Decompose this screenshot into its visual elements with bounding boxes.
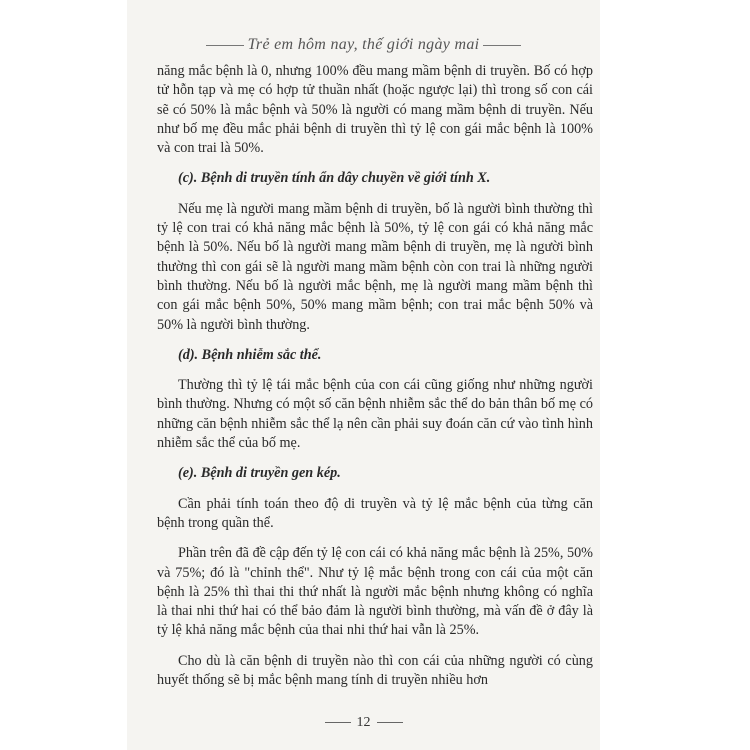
footer-rule-left: [325, 722, 351, 723]
heading-d: (d). Bệnh nhiễm sắc thể.: [178, 346, 322, 363]
paragraph-chromosome: Thường thì tỷ lệ tái mắc bệnh của con cái cũng giống như những người bình thường. Nhưng có một số căn bệnh nhiễm sắc thể do bản thân bố mẹ có những căn bệnh nhiễm sắc thể lạ nên cần phải suy đoán căn cứ vào tình hình nhiễm sắc thể của bố mẹ.: [157, 377, 593, 452]
header-rule-right: [483, 45, 521, 46]
paragraph-polygenic: Cần phải tính toán theo độ di truyền và tỷ lệ mắc bệnh của từng căn bệnh trong quần thể.: [157, 495, 593, 531]
footer-rule-right: [377, 722, 403, 723]
paragraph-continued: năng mắc bệnh là 0, nhưng 100% đều mang mầm bệnh di truyền. Bố có hợp tử hỗn tạp và mẹ có hợp tử thuần nhất (hoặc ngược lại) thì trong số con cái sẽ có 50% là mắc bệnh và 50% là người có mang mầm bệnh di truyền. Nếu như bố mẹ đều mắc phải bệnh di truyền thì tỷ lệ con gái mắc bệnh là 100% và con trai là 50%.: [157, 63, 593, 157]
page-number: 12: [356, 715, 371, 730]
running-head: [127, 36, 600, 54]
running-title: Trẻ em hôm nay, thế giới ngày mai: [247, 36, 480, 53]
book-page: [127, 0, 600, 750]
paragraph-probability: Phần trên đã đề cập đến tỷ lệ con cái có khả năng mắc bệnh là 25%, 50% và 75%; đó là "chỉnh thể". Như tỷ lệ mắc bệnh trong con cái của một căn bệnh là 25% thì thai thi thứ nhất là người mắc bệnh nhưng không có nghĩa là thai nhi thứ hai có thể bảo đảm là người bình thường, mà vấn đề ở đây là tỷ lệ khả năng mắc bệnh của thai nhi thứ hai vẫn là 25%.: [157, 545, 593, 639]
heading-e: (e). Bệnh di truyền gen kép.: [178, 465, 341, 482]
page-footer: [127, 715, 600, 731]
heading-c: (c). Bệnh di truyền tính ẩn dây chuyền về giới tính X.: [178, 170, 491, 187]
body-text: [157, 62, 593, 701]
header-rule-left: [206, 45, 244, 46]
paragraph-consanguinity: Cho dù là căn bệnh di truyền nào thì con cái của những người có cùng huyết thống sẽ bị mắc bệnh mang tính di truyền nhiều hơn: [157, 652, 593, 689]
paragraph-x-linked: Nếu mẹ là người mang mầm bệnh di truyền, bố là người bình thường thì tỷ lệ con trai có khả năng mắc bệnh là 50%, tỷ lệ con gái có khả năng mắc bệnh là 50%. Nếu bố là người mang mầm bệnh di truyền, mẹ là người bình thường thì con gái sẽ là người mang mầm bệnh còn con trai là những người bình thường. Nếu bố là người mắc bệnh, mẹ là người mang mầm bệnh thì con gái mắc bệnh 50%, 50% mang mầm bệnh; con trai mắc bệnh 50% và 50% là người bình thường.: [157, 200, 593, 333]
